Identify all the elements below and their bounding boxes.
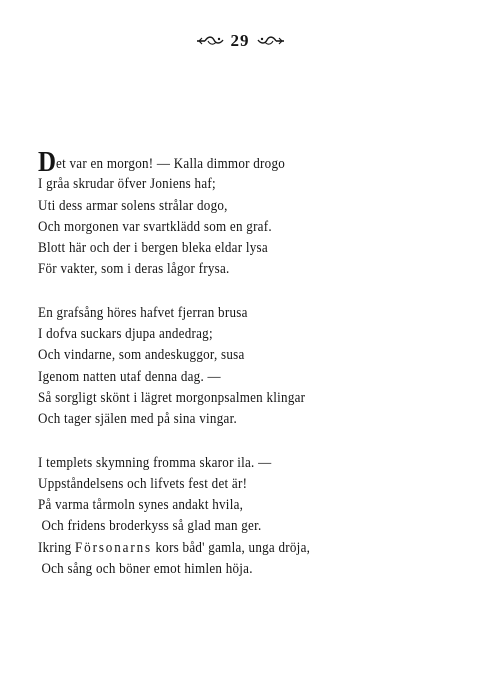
poem-line: En grafsång höres hafvet fjerran brusa xyxy=(38,303,248,321)
poem-line: Och sång och böner emot himlen höja. xyxy=(41,560,253,578)
poem-line-text: kors båd' gamla, unga dröja, xyxy=(151,538,311,556)
poem-line-text: et var en morgon! — Kalla dimmor drogo xyxy=(56,155,286,172)
poem-line xyxy=(38,146,399,178)
drop-cap: D xyxy=(38,146,57,178)
floral-ornament-right-icon xyxy=(256,35,286,47)
poem-line: Och tager själen med på sina vingar. xyxy=(38,410,237,428)
poem-line xyxy=(38,537,399,558)
poem-line: Blott här och der i bergen bleka eldar lysa xyxy=(38,239,268,257)
poem-line: För vakter, som i deras lågor frysa. xyxy=(38,260,230,278)
poem-line: På varma tårmoln synes andakt hvila, xyxy=(38,496,244,514)
poem-line: Och vindarne, som andeskuggor, susa xyxy=(38,346,245,364)
poem-line: Uppståndelsens och lifvets fest det är! xyxy=(38,474,248,492)
poem-line: I dofva suckars djupa andedrag; xyxy=(38,325,213,343)
stanza-2 xyxy=(38,302,458,430)
poem-line: I templets skymning fromma skaror ila. — xyxy=(38,453,272,471)
poem-line: Och fridens broderkyss så glad man ger. xyxy=(41,517,262,535)
emphasized-word: Försonarns xyxy=(74,538,152,556)
page-number: 29 xyxy=(230,31,250,51)
poem-line: Och morgonen var svartklädd som en graf. xyxy=(38,217,272,235)
poem-line-text: Ikring xyxy=(38,538,75,556)
poem-line: Uti dess armar solens strålar dogo, xyxy=(38,196,228,214)
stanza-1 xyxy=(38,146,458,280)
poem-line: Så sorgligt skönt i lägret morgonpsalmen klingar xyxy=(38,388,306,406)
poem-line: Igenom natten utaf denna dag. — xyxy=(38,367,221,385)
page-header xyxy=(0,30,480,51)
floral-ornament-left-icon xyxy=(195,35,225,47)
stanza-3 xyxy=(38,452,458,580)
poem-body xyxy=(38,146,458,601)
poem-line: I gråa skrudar öfver Joniens haf; xyxy=(38,175,216,193)
